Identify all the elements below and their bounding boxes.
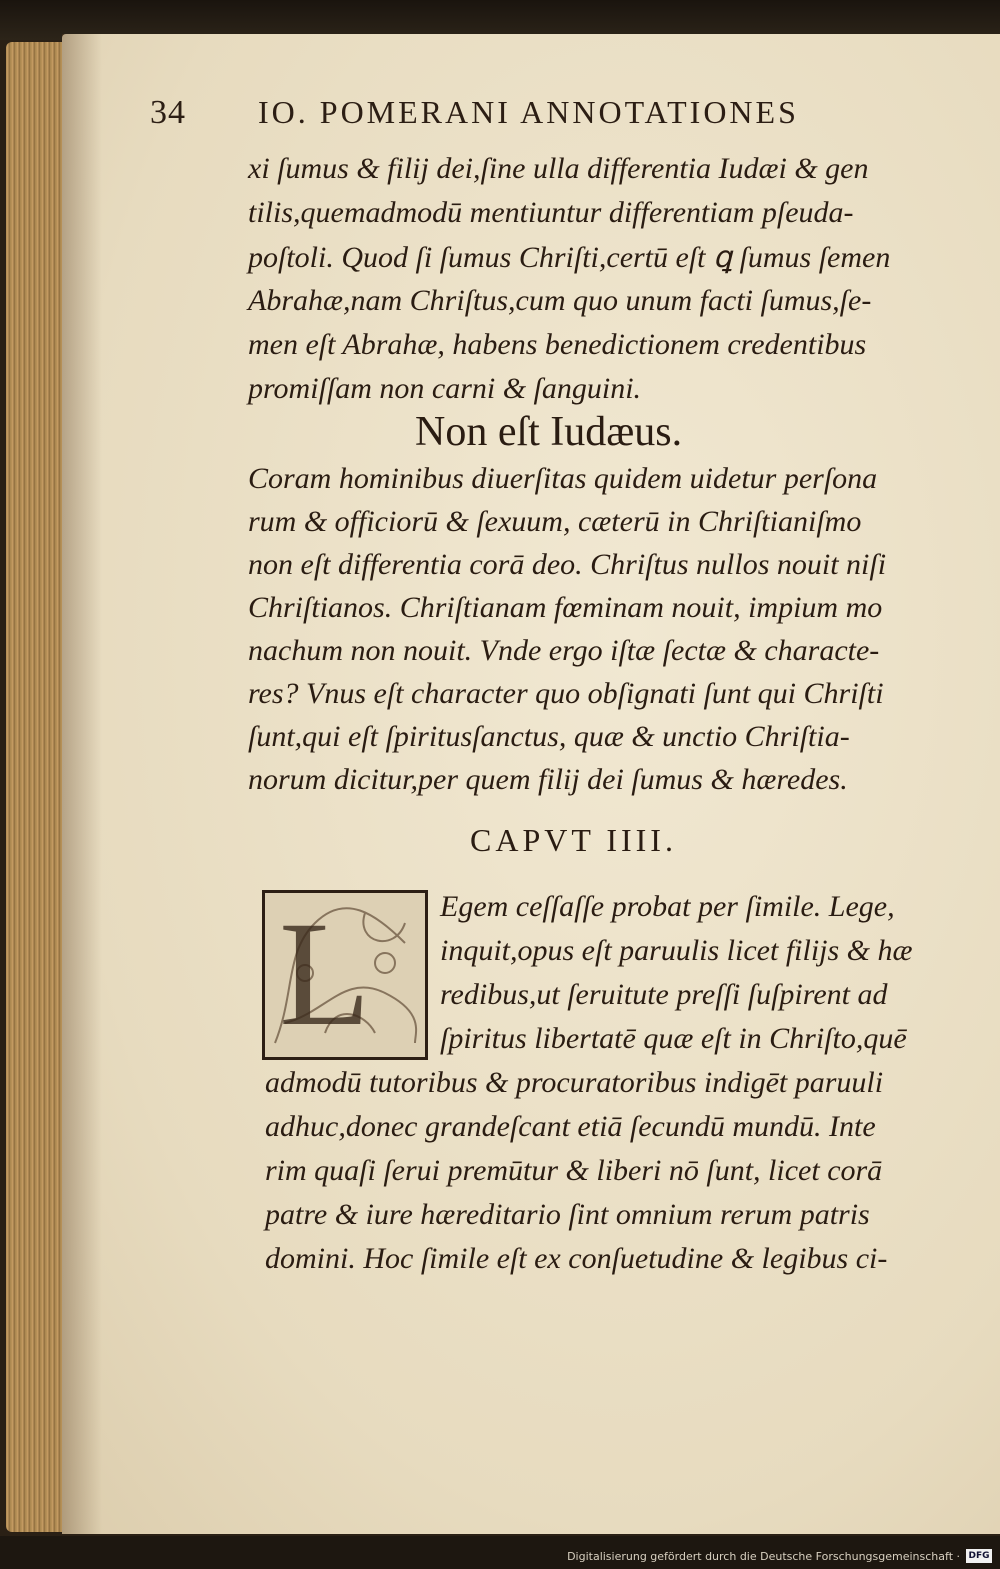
chapter-heading: CAPVT IIII. [470, 822, 677, 858]
page-header [150, 94, 930, 144]
text-line: Coram hominibus diuerſitas quidem uidetur perſona [248, 462, 878, 495]
text-line: promiſſam non carni & ſanguini. [248, 372, 642, 405]
text-line: Chriſtianos. Chriſtianam fœminam nouit, impium mo [248, 591, 883, 624]
dfg-logo: DFG [966, 1549, 992, 1563]
text-line: xi ſumus & filij dei,ſine ulla differentia Iudæi & gen [248, 152, 869, 185]
text-line: redibus,ut ſeruitute preſſi ſuſpirent ad [440, 978, 888, 1011]
decorated-initial [262, 890, 428, 1060]
text-line: res? Vnus eſt character quo obſignati ſunt qui Chriſti [248, 677, 884, 710]
text-line: non eſt differentia corā deo. Chriſtus nullos nouit niſi [248, 548, 887, 581]
page-number: 34 [150, 94, 186, 131]
text-line: norum dicitur,per quem filij dei ſumus & hæredes. [248, 763, 848, 796]
running-title: IO. POMERANI ANNOTATIONES [258, 94, 799, 130]
text-line: patre & iure hæreditario ſint omnium rerum patris [265, 1198, 870, 1231]
text-line: tilis,quemadmodū mentiuntur differentiam pſeuda- [248, 196, 854, 229]
text-line: rum & officiorū & ſexuum, cæterū in Chriſtianiſmo [248, 505, 862, 538]
funding-note: Digitalisierung gefördert durch die Deutsche Forschungsgemeinschaft · [567, 1550, 960, 1563]
text-line: Abrahæ,nam Chriſtus,cum quo unum facti ſumus,ſe- [248, 284, 872, 317]
text-line: domini. Hoc ſimile eſt ex conſuetudine & legibus ci- [265, 1242, 888, 1275]
text-line: inquit,opus eſt paruulis licet filijs & hæ [440, 934, 913, 967]
section-heading: Non eſt Iudæus. [415, 409, 683, 455]
text-line: men eſt Abrahæ, habens benedictionem credentibus [248, 328, 867, 361]
text-line: rim quaſi ſerui premūtur & liberi nō ſunt, licet corā [265, 1154, 883, 1187]
text-line: adhuc,donec grandeſcant etiā ſecundū mundū. Inte [265, 1110, 876, 1143]
text-line: ſunt,qui eſt ſpiritusſanctus, quæ & unctio Chriſtia- [248, 720, 850, 753]
text-line: poſtoli. Quod ſi ſumus Chriſti,certū eſt ꝗ ſumus ſemen [248, 241, 891, 274]
initial-letter: L [279, 891, 371, 1057]
text-line: admodū tutoribus & procuratoribus indigēt paruuli [265, 1066, 884, 1099]
text-line: nachum non nouit. Vnde ergo iſtæ ſectæ & characte- [248, 634, 880, 667]
text-line: ſpiritus libertatē quæ eſt in Chriſto,quē [440, 1022, 907, 1055]
gutter-shadow [62, 34, 102, 1534]
book-page-edges [6, 42, 68, 1532]
text-line: Egem ceſſaſſe probat per ſimile. Lege, [440, 890, 895, 923]
